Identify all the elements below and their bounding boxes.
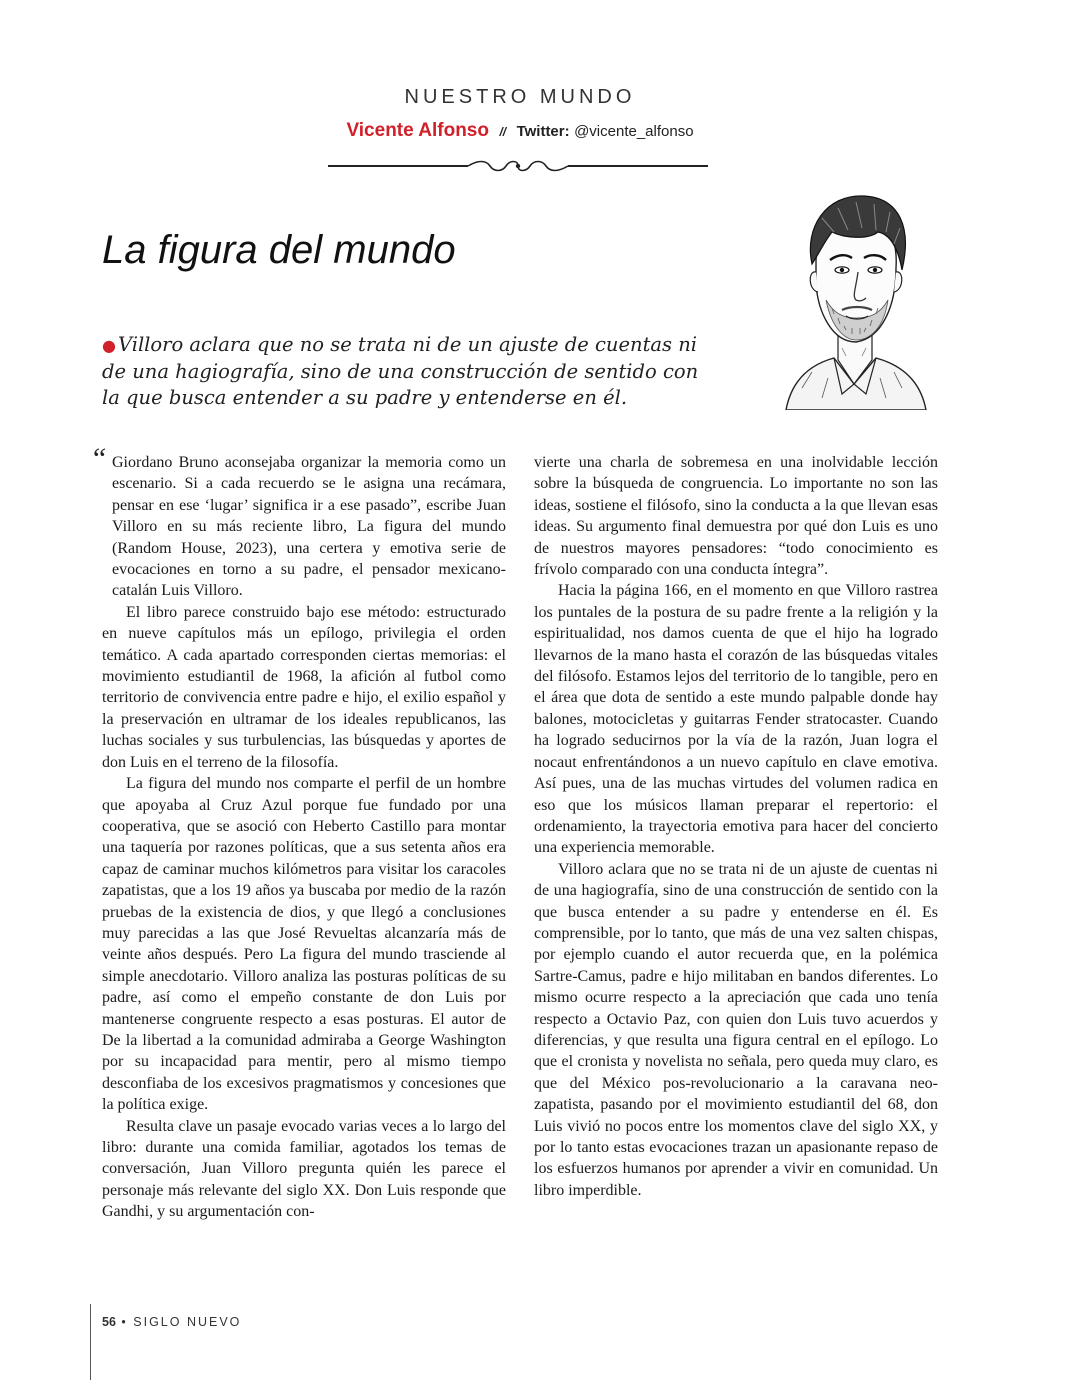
byline (0, 120, 1040, 142)
publication-name: SIGLO NUEVO (133, 1315, 242, 1329)
paragraph: Giordano Bruno aconsejaba organizar la memoria como un escenario. Si a cada recuerdo se le asigna una recámara, pensar en ese ‘lugar’ significa ir a ese pasado”, escribe Juan Villoro en su más reciente libro, La figura del mundo (Random House, 2023), una certera y emotiva serie de evocaciones en torno a su padre, el pensador mexicano-catalán Luis Villoro. (112, 454, 506, 600)
author-name: Vicente Alfonso (346, 120, 489, 141)
page-footer (102, 1315, 241, 1329)
section-title: NUESTRO MUNDO (404, 86, 636, 108)
twitter-label: Twitter: (516, 123, 570, 140)
paragraph: vierte una charla de sobremesa en una inolvidable lección sobre la búsqueda de congruencia. Lo importante no son las ideas, sostiene el filósofo, sino la conducta a la que llevan esas ideas. Su argumento final demuestra por qué don Luis es uno de nuestros mayores pensadores: “todo conocimiento es frívolo comparado con una conducta íntegra”. (534, 454, 938, 579)
twitter-handle[interactable]: @vicente_alfonso (574, 123, 694, 140)
paragraph: La figura del mundo nos comparte el perfil de un hombre que apoyaba al Cruz Azul porque fue fundado por una cooperativa, que se asoció con Heberto Castillo para montar una taquería por razones políticas, que a sus setenta años era capaz de caminar muchos kilómetros para visitar los caracoles zapatistas, que a los 19 años ya buscaba por medio de la razón pruebas de la existencia de dios, y que llegó a conclusiones muy parecidas a las que José Revueltas alcanzaría más de veinte años después. Pero La figura del mundo trasciende al simple anecdotario. Villoro analiza las posturas políticas de su padre, así como el empeño constante de don Luis por mantenerse congruente respecto a esas posturas. El autor de De la libertad a la comunidad admiraba a George Washington por su incapacidad para mentir, pero al mismo tiempo desconfiaba de los excesivos pragmatismos y concesiones que la política exige. (102, 775, 506, 1114)
page-number: 56 (102, 1315, 116, 1329)
paragraph: Villoro aclara que no se trata ni de un ajuste de cuentas ni de una hagiografía, sino de una construcción de sentido con la que busca entender a su padre y entenderse en él. Es comprensible, por lo tanto, que más de una vez salten chispas, por ejemplo cuando el autor recuerda que, en la polémica Sartre-Camus, padre e hijo militaban en bandos diferentes. Lo mismo ocurre respecto a la apreciación que cada uno tenía respecto a Octavio Paz, con quien don Luis tuvo acuerdos y diferencias, y que resulta una figura central en el epílogo. Lo que el cronista y novelista no señala, pero queda muy claro, es que del México pos-revolucionario a la caravana neo-zapatista, pasando por el movimiento estudiantil del 68, don Luis vivió no pocos entre los momentos clave del siglo XX, y por lo tanto estas evocaciones trazan un apasionante repaso de los esfuerzos humanos por aprender a vivir en comunidad. Un libro imperdible. (534, 860, 938, 1199)
footer-dot: • (121, 1315, 128, 1329)
bullet-icon: ● (102, 336, 116, 355)
paragraph: El libro parece construido bajo ese método: estructurado en nueve capítulos más un epílogo, privilegia el orden temático. A cada apartado corresponden ciertas memorias: el movimiento estudiantil de 1968, la afición al futbol como territorio de convivencia entre padre e hijo, el exilio español y la preservación en ultramar de los ideales republicanos, las luchas sociales y sus turbulencias, las búsquedas y aportes de don Luis en el terreno de la filosofía. (102, 603, 506, 771)
author-portrait-illustration (782, 188, 928, 410)
opening-quote-mark: “ (90, 442, 107, 475)
paragraph: Resulta clave un pasaje evocado varias veces a lo largo del libro: durante una comida familiar, agotados los temas de conversación, Juan Villoro pregunta quién les parece el personaje más relevante del siglo XX. Don Luis responde que Gandhi, y su argumentación con- (102, 1117, 506, 1221)
pullquote-text: Villoro aclara que no se trata ni de un ajuste de cuentas ni de una hagiografía, sino de una construcción de sentido con la que busca entender a su padre y entenderse en él. (102, 333, 699, 409)
paragraph: Hacia la página 166, en el momento en que Villoro rastrea los puntales de la postura de su padre frente a la religión y la espiritualidad, nos damos cuenta de que el hijo ha logrado llevarnos de la mano hasta el corazón de las búsquedas vitales del filósofo. Estamos lejos del territorio de lo tangible, pero en el área que dota de sentido a este mundo palpable donde hay balones, motocicletas y guitarras Fender stratocaster. Cuando ha logrado seducirnos por la vía de la razón, Juan logra el nocaut enfrentándonos a un nuevo capítulo en clave emotiva. Así pues, una de las muchas virtudes del volumen radica en eso que los músicos llaman preparar el repertorio: el ordenamiento, la trayectoria emotiva para hacer del concierto una experiencia memorable. (534, 582, 938, 857)
footer-vertical-rule (90, 1304, 91, 1380)
article-title: La figura del mundo (102, 228, 456, 272)
byline-separator: // (499, 125, 507, 139)
ornament-divider-icon (328, 158, 708, 174)
article-column-right (534, 452, 938, 1201)
pullquote (102, 332, 702, 411)
article-column-left (90, 442, 506, 1223)
